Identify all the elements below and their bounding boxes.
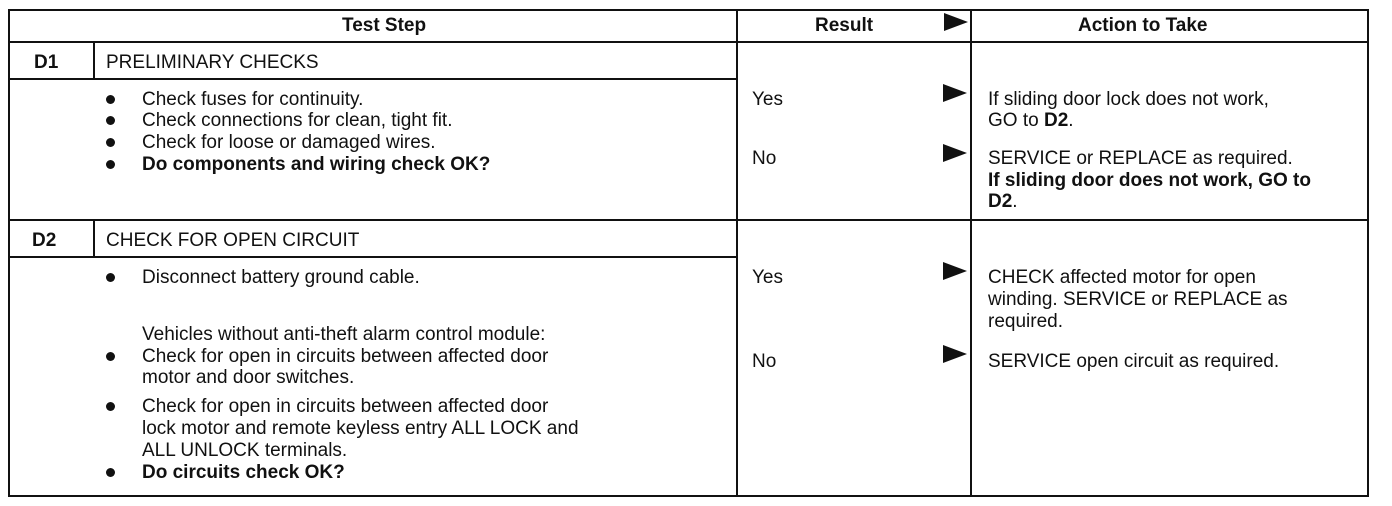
bullet-icon: [106, 468, 115, 477]
bullet-icon: [106, 273, 115, 282]
d2-action-yes-line3: required.: [988, 311, 1063, 332]
d1-bottom-border: [8, 219, 1369, 221]
goto-step: D2: [1043, 110, 1069, 131]
header-bottom-border: [8, 41, 1369, 43]
step-title-d1: PRELIMINARY CHECKS: [106, 52, 319, 73]
arrow-icon: [943, 345, 967, 363]
d2-action-no-line1: SERVICE open circuit as required.: [988, 351, 1280, 372]
step-id-d1: D1: [34, 52, 59, 73]
header-arrow-icon: [944, 13, 968, 31]
d2-check-3-line2: lock motor and remote keyless entry ALL LOCK and: [142, 418, 579, 439]
arrow-icon: [943, 262, 967, 280]
d2-result-yes: Yes: [752, 267, 783, 288]
d2-check-4: Do circuits check OK?: [142, 462, 345, 483]
d1-check-1: Check fuses for continuity.: [142, 89, 364, 110]
step-title-d2: CHECK FOR OPEN CIRCUIT: [106, 230, 360, 251]
d2-check-3-line3: ALL UNLOCK terminals.: [142, 440, 348, 461]
d2-check-3-line1: Check for open in circuits between affected door: [142, 396, 549, 417]
d1-check-4: Do components and wiring check OK?: [142, 154, 491, 175]
d1-action-yes-line1: If sliding door lock does not work,: [988, 89, 1269, 110]
header-result: Result: [815, 15, 874, 36]
arrow-icon: [943, 144, 967, 162]
d2-result-no: No: [752, 351, 777, 372]
arrow-icon: [943, 84, 967, 102]
bullet-icon: [106, 352, 115, 361]
d2-action-yes-line2: winding. SERVICE or REPLACE as: [988, 289, 1288, 310]
d1-action-no-line2: If sliding door does not work, GO to: [988, 170, 1311, 191]
goto-step: D2: [988, 191, 1013, 212]
bullet-icon: [106, 116, 115, 125]
header-action: Action to Take: [1078, 15, 1208, 36]
table-left-border: [8, 9, 10, 497]
d1-action-yes-line2: GO to D2.: [988, 110, 1074, 131]
d2-action-yes-line1: CHECK affected motor for open: [988, 267, 1256, 288]
result-right-border: [970, 9, 972, 497]
header-test-step: Test Step: [342, 15, 427, 36]
d2-check-1: Disconnect battery ground cable.: [142, 267, 420, 288]
table-bottom-border: [8, 495, 1369, 497]
step-id-divider-d1: [93, 41, 95, 80]
bullet-icon: [106, 160, 115, 169]
d1-check-3: Check for loose or damaged wires.: [142, 132, 436, 153]
bullet-icon: [106, 402, 115, 411]
d2-check-2-line1: Check for open in circuits between affected door: [142, 346, 549, 367]
table-right-border: [1367, 9, 1369, 497]
d2-title-bottom-border: [8, 256, 736, 258]
d1-result-yes: Yes: [752, 89, 783, 110]
d1-result-no: No: [752, 148, 777, 169]
test-step-right-border: [736, 9, 738, 497]
d1-action-no-line1: SERVICE or REPLACE as required.: [988, 148, 1293, 169]
table-top-border: [8, 9, 1369, 11]
d1-title-bottom-border: [8, 78, 736, 80]
bullet-icon: [106, 95, 115, 104]
bullet-icon: [106, 138, 115, 147]
step-id-d2: D2: [32, 230, 57, 251]
d2-note: Vehicles without anti-theft alarm control module:: [142, 324, 546, 345]
d1-check-2: Check connections for clean, tight fit.: [142, 110, 453, 131]
step-id-divider-d2: [93, 219, 95, 258]
d1-action-no-line3: D2.: [988, 191, 1018, 212]
d2-check-2-line2: motor and door switches.: [142, 367, 355, 388]
